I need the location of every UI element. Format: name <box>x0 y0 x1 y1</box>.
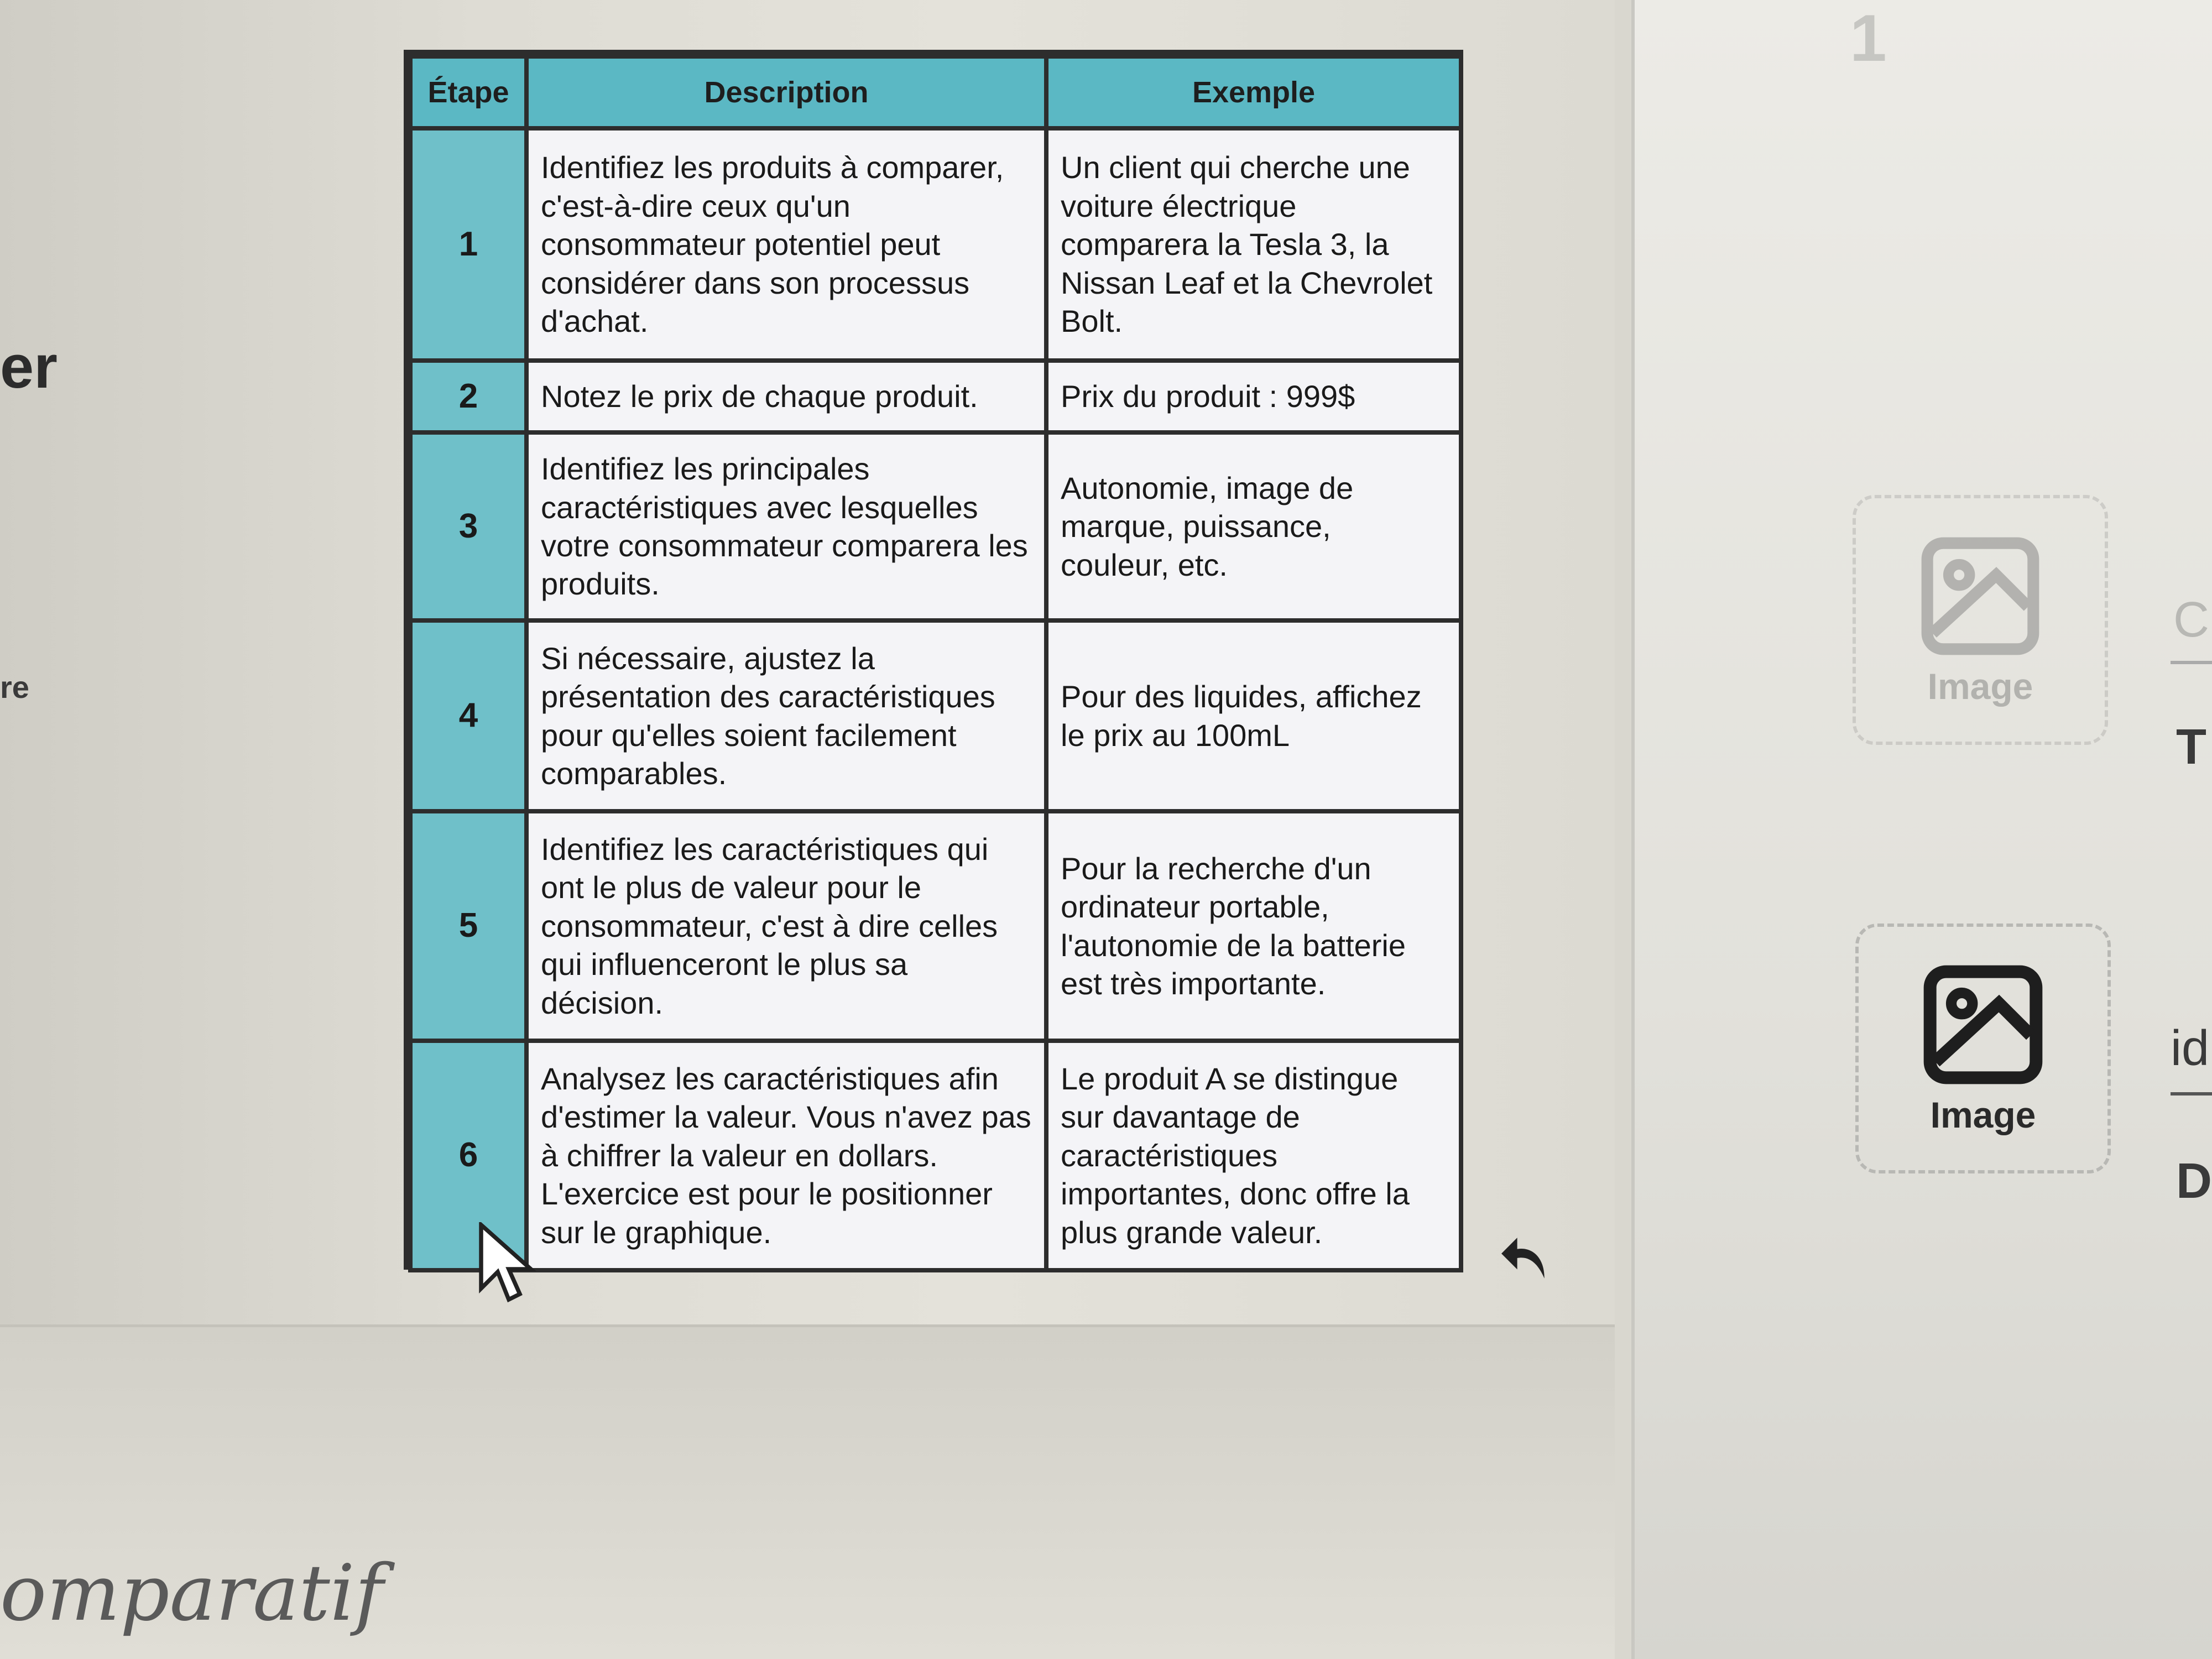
panel-number: 1 <box>1850 1 1887 75</box>
undo-arrow-icon[interactable] <box>1499 1233 1554 1283</box>
step-number: 6 <box>410 1041 526 1270</box>
header-step: Étape <box>410 56 526 128</box>
image-tile-label: Image <box>1927 666 2033 707</box>
left-text-fragment: re <box>0 670 29 705</box>
header-example: Exemple <box>1046 56 1461 128</box>
step-example: Autonomie, image de marque, puissance, couleur, etc. <box>1046 432 1461 620</box>
step-number: 5 <box>410 811 526 1041</box>
panel-divider <box>2171 661 2212 664</box>
step-example: Pour des liquides, affichez le prix au 100mL <box>1046 620 1461 811</box>
header-description: Description <box>526 56 1046 128</box>
table-row <box>410 1041 1461 1270</box>
image-icon <box>1919 961 2047 1088</box>
panel-divider <box>2171 1092 2212 1095</box>
table-header-row <box>410 56 1461 128</box>
step-number: 1 <box>410 128 526 361</box>
step-number: 2 <box>410 361 526 432</box>
right-side-panel <box>1631 0 2212 1659</box>
image-icon <box>1917 533 2044 660</box>
table-row <box>410 620 1461 811</box>
panel-edge-fragment: id <box>2171 1021 2210 1076</box>
step-description: Notez le prix de chaque produit. <box>526 361 1046 432</box>
step-example: Un client qui cherche une voiture électrique comparera la Tesla 3, la Nissan Leaf et la Chevrolet Bolt. <box>1046 128 1461 361</box>
step-description: Identifiez les produits à comparer, c'est-à-dire ceux qu'un consommateur potentiel peut considérer dans son processus d'achat. <box>526 128 1046 361</box>
image-block-tile[interactable] <box>1855 924 2111 1173</box>
table-row <box>410 361 1461 432</box>
step-number: 3 <box>410 432 526 620</box>
step-example: Pour la recherche d'un ordinateur portable, l'autonomie de la batterie est très importante. <box>1046 811 1461 1041</box>
left-heading-fragment: er <box>0 333 58 401</box>
panel-edge-fragment: T <box>2176 719 2206 775</box>
step-description: Si nécessaire, ajustez la présentation des caractéristiques pour qu'elles soient facilement comparables. <box>526 620 1046 811</box>
table-row <box>410 811 1461 1041</box>
image-block-tile[interactable] <box>1853 495 2108 745</box>
step-description: Identifiez les caractéristiques qui ont le plus de valeur pour le consommateur, c'est à dire celles qui influenceront le plus sa décision. <box>526 811 1046 1041</box>
table-row <box>410 128 1461 361</box>
footer-title-fragment: omparatif <box>0 1548 384 1639</box>
table-row <box>410 432 1461 620</box>
step-description: Identifiez les principales caractéristiques avec lesquelles votre consommateur comparera les produits. <box>526 432 1046 620</box>
step-example: Le produit A se distingue sur davantage de caractéristiques importantes, donc offre la plus grande valeur. <box>1046 1041 1461 1270</box>
comparison-table-image[interactable] <box>404 50 1463 1270</box>
step-example: Prix du produit : 999$ <box>1046 361 1461 432</box>
comparison-table <box>408 54 1463 1272</box>
panel-edge-fragment: C <box>2173 592 2209 648</box>
step-description: Analysez les caractéristiques afin d'estimer la valeur. Vous n'avez pas à chiffrer la valeur en dollars. L'exercice est pour le positionner sur le graphique. <box>526 1041 1046 1270</box>
image-tile-label: Image <box>1930 1094 2036 1135</box>
panel-edge-fragment: D <box>2176 1154 2212 1209</box>
mouse-cursor-icon <box>478 1222 539 1305</box>
step-number: 4 <box>410 620 526 811</box>
